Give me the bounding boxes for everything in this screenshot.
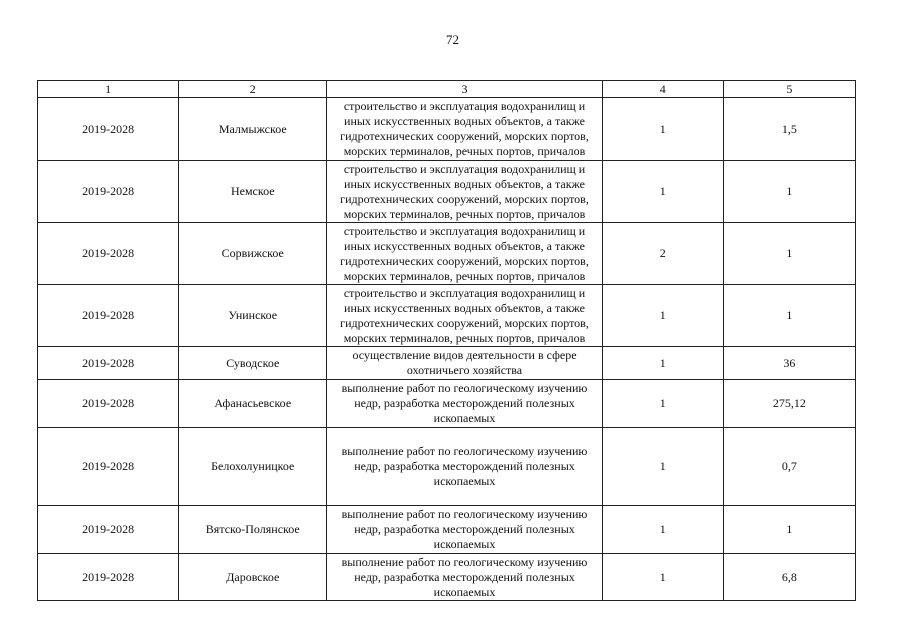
- table-row: [38, 380, 856, 428]
- forestry-name-cell: Сорвижское: [179, 223, 327, 285]
- forestry-usage-table: [37, 80, 856, 601]
- count-cell: 1: [602, 506, 723, 554]
- table-row: [38, 347, 856, 380]
- forestry-name-cell: Суводское: [179, 347, 327, 380]
- count-cell: 1: [602, 428, 723, 506]
- forestry-name-cell: Вятско-Полянское: [179, 506, 327, 554]
- area-cell: 1,5: [723, 98, 855, 161]
- area-cell: 0,7: [723, 428, 855, 506]
- usage-type-cell: выполнение работ по геологическому изучению недр, разработка месторождений полезных ископаемых: [327, 554, 602, 601]
- forestry-name-cell: Немское: [179, 161, 327, 223]
- forestry-name-cell: Белохолуницкое: [179, 428, 327, 506]
- period-cell: 2019-2028: [38, 347, 179, 380]
- table-header-row: [38, 81, 856, 98]
- area-cell: 275,12: [723, 380, 855, 428]
- forestry-name-cell: Афанасьевское: [179, 380, 327, 428]
- area-cell: 1: [723, 223, 855, 285]
- period-cell: 2019-2028: [38, 428, 179, 506]
- count-cell: 1: [602, 380, 723, 428]
- column-header: 3: [327, 81, 602, 98]
- usage-type-cell: выполнение работ по геологическому изучению недр, разработка месторождений полезных ископаемых: [327, 380, 602, 428]
- table-row: [38, 428, 856, 506]
- usage-type-cell: строительство и эксплуатация водохранилищ и иных искусственных водных объектов, а также гидротехнических сооружений, морских портов, морских терминалов, речных портов, причалов: [327, 161, 602, 223]
- column-header: 5: [723, 81, 855, 98]
- count-cell: 1: [602, 554, 723, 601]
- area-cell: 1: [723, 161, 855, 223]
- table-row: [38, 98, 856, 161]
- area-cell: 1: [723, 285, 855, 347]
- column-header: 2: [179, 81, 327, 98]
- area-cell: 36: [723, 347, 855, 380]
- usage-type-cell: выполнение работ по геологическому изучению недр, разработка месторождений полезных ископаемых: [327, 428, 602, 506]
- period-cell: 2019-2028: [38, 223, 179, 285]
- usage-type-cell: строительство и эксплуатация водохранилищ и иных искусственных водных объектов, а также гидротехнических сооружений, морских портов, морских терминалов, речных портов, причалов: [327, 98, 602, 161]
- table-row: [38, 161, 856, 223]
- column-header: 4: [602, 81, 723, 98]
- forestry-name-cell: Малмыжское: [179, 98, 327, 161]
- area-cell: 6,8: [723, 554, 855, 601]
- period-cell: 2019-2028: [38, 380, 179, 428]
- forestry-name-cell: Даровское: [179, 554, 327, 601]
- usage-type-cell: строительство и эксплуатация водохранилищ и иных искусственных водных объектов, а также гидротехнических сооружений, морских портов, морских терминалов, речных портов, причалов: [327, 285, 602, 347]
- table-row: [38, 506, 856, 554]
- count-cell: 1: [602, 347, 723, 380]
- forestry-name-cell: Унинское: [179, 285, 327, 347]
- column-header: 1: [38, 81, 179, 98]
- period-cell: 2019-2028: [38, 506, 179, 554]
- count-cell: 1: [602, 98, 723, 161]
- period-cell: 2019-2028: [38, 161, 179, 223]
- usage-type-cell: строительство и эксплуатация водохранилищ и иных искусственных водных объектов, а также гидротехнических сооружений, морских портов, морских терминалов, речных портов, причалов: [327, 223, 602, 285]
- table-row: [38, 554, 856, 601]
- usage-type-cell: осуществление видов деятельности в сфере охотничьего хозяйства: [327, 347, 602, 380]
- count-cell: 2: [602, 223, 723, 285]
- area-cell: 1: [723, 506, 855, 554]
- count-cell: 1: [602, 285, 723, 347]
- page-number: 72: [446, 32, 459, 47]
- usage-type-cell: выполнение работ по геологическому изучению недр, разработка месторождений полезных ископаемых: [327, 506, 602, 554]
- period-cell: 2019-2028: [38, 98, 179, 161]
- count-cell: 1: [602, 161, 723, 223]
- period-cell: 2019-2028: [38, 285, 179, 347]
- table-row: [38, 223, 856, 285]
- table-row: [38, 285, 856, 347]
- period-cell: 2019-2028: [38, 554, 179, 601]
